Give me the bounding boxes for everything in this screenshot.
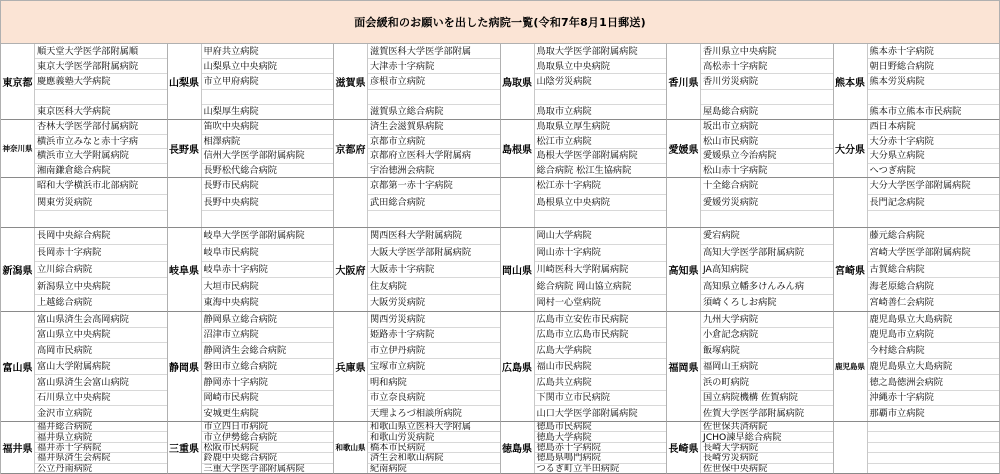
hospital-cell[interactable]: 長崎大学病院: [701, 443, 833, 453]
hospital-cell[interactable]: 国立病院機構 佐賀病院: [701, 391, 833, 407]
prefecture-label: [501, 178, 535, 227]
hospital-cell[interactable]: 松山赤十字病院: [703, 164, 768, 176]
prefecture-block: [834, 178, 1000, 228]
hospital-list: [868, 312, 1000, 421]
prefecture-label: 兵庫県: [334, 312, 368, 421]
hospital-list: [535, 422, 667, 473]
hospital-cell[interactable]: 屋島総合病院: [703, 106, 759, 118]
hospital-cell[interactable]: 愛媛労災病院: [701, 195, 833, 212]
hospital-cell[interactable]: [868, 464, 1000, 473]
prefecture-block: [334, 422, 501, 474]
hospital-cell[interactable]: 京都市立病院: [368, 135, 500, 150]
hospital-cell[interactable]: 済生会滋賀県病院: [368, 120, 500, 135]
prefecture-label: 滋賀県: [334, 44, 368, 119]
hospital-cell[interactable]: 徳島大学病院: [535, 432, 667, 442]
prefecture-block: [834, 312, 1000, 422]
prefecture-block: [667, 228, 834, 312]
hospital-cell[interactable]: 須崎くろしお病院: [703, 297, 777, 309]
hospital-cell[interactable]: [202, 211, 334, 227]
prefecture-label: 和歌山県: [334, 422, 368, 473]
hospital-cell[interactable]: 鹿児島県立大島病院: [868, 359, 1000, 375]
hospital-cell[interactable]: 岡崎市民病院: [202, 391, 334, 407]
hospital-list: [202, 228, 334, 311]
hospital-list: [35, 120, 167, 177]
hospital-cell[interactable]: 高岡市民病院: [35, 343, 167, 359]
prefecture-block: [501, 178, 668, 228]
hospital-cell[interactable]: 佐世保中央病院: [703, 463, 768, 474]
prefecture-label: 熊本県: [834, 44, 868, 119]
hospital-cell[interactable]: 滋賀県立総合病院: [370, 106, 444, 118]
prefecture-block: [1, 228, 168, 312]
hospital-cell[interactable]: 香川労災病院: [701, 74, 833, 89]
hospital-cell[interactable]: 金沢市立病院: [37, 408, 93, 420]
hospital-cell[interactable]: 広島市立安佐市民病院: [535, 312, 667, 328]
hospital-cell[interactable]: 済生会和歌山病院: [368, 453, 500, 463]
hospital-cell[interactable]: 鳥取市立病院: [536, 106, 592, 118]
prefecture-label: 静岡県: [168, 312, 202, 421]
hospital-cell[interactable]: 大分県立病院: [868, 149, 1000, 164]
prefecture-label: 鹿児島県: [834, 312, 868, 421]
hospital-cell[interactable]: 愛媛県立今治病院: [701, 149, 833, 164]
hospital-cell[interactable]: 浜の町病院: [701, 375, 833, 391]
hospital-cell[interactable]: 静岡済生会総合病院: [202, 343, 334, 359]
prefecture-label: 大阪府: [334, 228, 368, 311]
prefecture-block: [334, 228, 501, 312]
hospital-list: [35, 228, 167, 311]
prefecture-block: [168, 120, 335, 178]
hospital-cell[interactable]: 西日本病院: [868, 120, 1000, 135]
hospital-cell[interactable]: 福山市民病院: [535, 359, 667, 375]
hospital-list: [368, 312, 500, 421]
prefecture-block: [501, 44, 668, 120]
prefecture-label: 福岡県: [667, 312, 701, 421]
hospital-cell[interactable]: JCHO諫早総合病院: [701, 432, 833, 442]
hospital-cell[interactable]: 鳥取県立中央病院: [535, 59, 667, 74]
hospital-cell[interactable]: 下関市立市民病院: [535, 391, 667, 407]
hospital-cell[interactable]: 松阪市民病院: [202, 443, 334, 453]
hospital-cell[interactable]: 藤元総合病院: [868, 228, 1000, 245]
hospital-cell[interactable]: 上越総合病院: [37, 297, 93, 309]
hospital-cell[interactable]: 岡村一心堂病院: [536, 297, 601, 309]
hospital-cell[interactable]: 笛吹中央病院: [202, 120, 334, 135]
hospital-cell[interactable]: 彦根市立病院: [368, 74, 500, 89]
prefecture-label: 三重県: [168, 422, 202, 473]
hospital-cell[interactable]: 長門記念病院: [868, 195, 1000, 212]
prefecture-label: [667, 178, 701, 227]
hospital-cell[interactable]: [535, 211, 667, 227]
hospital-cell[interactable]: 石川県立中央病院: [35, 391, 167, 407]
hospital-cell[interactable]: 大分大学医学部附属病院: [868, 178, 1000, 195]
hospital-list: [868, 228, 1000, 311]
prefecture-block: [501, 422, 668, 474]
hospital-cell[interactable]: 横浜市立大学附属病院: [35, 149, 167, 164]
hospital-cell[interactable]: 佐賀大学医学部附属病院: [703, 408, 805, 420]
hospital-cell[interactable]: 安城更生病院: [203, 408, 259, 420]
prefecture-label: 香川県: [667, 44, 701, 119]
hospital-list: [701, 44, 833, 119]
hospital-cell[interactable]: 大阪大学医学部附属病院: [368, 245, 500, 262]
hospital-cell[interactable]: [868, 90, 1000, 105]
hospital-cell[interactable]: 和歌山県立医科大学附属: [368, 422, 500, 432]
prefecture-block: [1, 120, 168, 178]
hospital-cell[interactable]: 高松赤十字病院: [701, 59, 833, 74]
hospital-cell[interactable]: 島根県立中央病院: [535, 195, 667, 212]
hospital-cell[interactable]: 市立四日市病院: [202, 422, 334, 432]
prefecture-label: [334, 178, 368, 227]
hospital-cell[interactable]: 総合病院 岡山協立病院: [535, 278, 667, 295]
hospital-cell[interactable]: 佐世保共済病院: [701, 422, 833, 432]
prefecture-block: [334, 120, 501, 178]
hospital-cell[interactable]: へつぎ病院: [869, 164, 916, 176]
hospital-cell[interactable]: 富山県済生会富山病院: [35, 375, 167, 391]
hospital-cell[interactable]: 小倉記念病院: [701, 328, 833, 344]
hospital-cell[interactable]: 東海中央病院: [203, 297, 259, 309]
hospital-cell[interactable]: 長野市民病院: [202, 178, 334, 195]
hospital-cell[interactable]: 明和病院: [368, 375, 500, 391]
hospital-cell[interactable]: [701, 211, 833, 227]
hospital-list: [202, 44, 334, 119]
prefecture-block: [334, 312, 501, 422]
hospital-cell[interactable]: 鳥取県立厚生病院: [535, 120, 667, 135]
hospital-list: [202, 120, 334, 177]
hospital-cell[interactable]: 高知大学医学部附属病院: [701, 245, 833, 262]
hospital-list: [701, 228, 833, 311]
hospital-cell[interactable]: 新潟県立中央病院: [35, 278, 167, 295]
hospital-cell[interactable]: 熊本労災病院: [868, 74, 1000, 89]
hospital-list: [535, 44, 667, 119]
prefecture-label: 京都府: [334, 120, 368, 177]
hospital-list: [368, 44, 500, 119]
hospital-cell[interactable]: 杏林大学医学部付属病院: [35, 120, 167, 135]
hospital-cell[interactable]: [35, 211, 167, 227]
hospital-cell[interactable]: 相澤病院: [202, 135, 334, 150]
hospital-cell[interactable]: 宮崎善仁会病院: [869, 297, 934, 309]
prefecture-block: [501, 228, 668, 312]
hospital-cell[interactable]: 大分赤十字病院: [868, 135, 1000, 150]
hospital-cell[interactable]: 慶應義塾大学病院: [35, 74, 167, 89]
hospital-cell[interactable]: 九州大学病院: [701, 312, 833, 328]
hospital-cell[interactable]: 熊本赤十字病院: [868, 44, 1000, 59]
hospital-cell[interactable]: 長崎労災病院: [701, 453, 833, 463]
hospital-cell[interactable]: 公立丹南病院: [37, 463, 93, 474]
hospital-cell[interactable]: 静岡県立総合病院: [202, 312, 334, 328]
hospital-cell[interactable]: 富山大学附属病院: [35, 359, 167, 375]
hospital-cell[interactable]: 橋本市民病院: [368, 443, 500, 453]
hospital-cell[interactable]: 富山県済生会高岡病院: [35, 312, 167, 328]
hospital-cell[interactable]: 山口大学医学部附属病院: [536, 408, 638, 420]
prefecture-label: 高知県: [667, 228, 701, 311]
hospital-cell[interactable]: [535, 90, 667, 105]
hospital-cell[interactable]: 高知県立幡多けんみん病: [701, 278, 833, 295]
hospital-cell[interactable]: 姫路赤十字病院: [368, 328, 500, 344]
hospital-cell[interactable]: 磐田市立総合病院: [202, 359, 334, 375]
prefecture-label: 広島県: [501, 312, 535, 421]
hospital-cell[interactable]: 那覇市立病院: [869, 408, 925, 420]
hospital-cell[interactable]: 愛宕病院: [701, 228, 833, 245]
hospital-cell[interactable]: 大阪赤十字病院: [368, 262, 500, 279]
prefecture-block: [168, 312, 335, 422]
prefecture-label: 新潟県: [1, 228, 35, 311]
hospital-cell[interactable]: 紀南病院: [370, 463, 407, 474]
prefecture-block: [834, 422, 1000, 474]
prefecture-label: 大分県: [834, 120, 868, 177]
hospital-cell[interactable]: 大津赤十字病院: [368, 59, 500, 74]
prefecture-block: [501, 120, 668, 178]
hospital-list: [535, 178, 667, 227]
hospital-cell[interactable]: 関西医科大学附属病院: [368, 228, 500, 245]
hospital-cell[interactable]: 松江赤十字病院: [535, 178, 667, 195]
prefecture-label: 山梨県: [168, 44, 202, 119]
hospital-cell[interactable]: 総合病院 松江生協病院: [536, 164, 632, 176]
hospital-cell[interactable]: 十全総合病院: [701, 178, 833, 195]
hospital-cell[interactable]: 関西労災病院: [368, 312, 500, 328]
hospital-cell[interactable]: 市立伊勢総合病院: [202, 432, 334, 442]
prefecture-label: [168, 178, 202, 227]
hospital-list: [701, 312, 833, 421]
hospital-list: [35, 178, 167, 227]
prefecture-block: [334, 44, 501, 120]
hospital-cell[interactable]: 長野松代総合病院: [203, 164, 277, 176]
hospital-cell[interactable]: 鈴鹿中央総合病院: [202, 453, 334, 463]
hospital-cell[interactable]: [202, 90, 334, 105]
hospital-cell[interactable]: 天理よろづ相談所病院: [370, 408, 462, 420]
prefecture-label: 長野県: [168, 120, 202, 177]
hospital-cell[interactable]: 松江市立病院: [535, 135, 667, 150]
hospital-cell[interactable]: 東京大学医学部附属病院: [35, 59, 167, 74]
prefecture-block: [1, 422, 168, 474]
prefecture-block: [334, 178, 501, 228]
hospital-cell[interactable]: 広島共立病院: [535, 375, 667, 391]
hospital-list: [535, 120, 667, 177]
hospital-cell[interactable]: 徳島赤十字病院: [535, 443, 667, 453]
prefecture-label: 富山県: [1, 312, 35, 421]
hospital-cell[interactable]: [868, 443, 1000, 453]
hospital-list: [701, 422, 833, 473]
hospital-cell[interactable]: 市立奈良病院: [368, 391, 500, 407]
hospital-cell[interactable]: 鳥取大学医学部附属病院: [535, 44, 667, 59]
prefecture-block: [834, 44, 1000, 120]
hospital-cell[interactable]: 横浜市立みなと赤十字病: [35, 135, 167, 150]
hospital-list: [368, 228, 500, 311]
hospital-cell[interactable]: 広島市立広島市民病院: [535, 328, 667, 344]
hospital-grid: [0, 44, 1000, 474]
hospital-cell[interactable]: 坂出市立病院: [701, 120, 833, 135]
hospital-cell[interactable]: 富山県立中央病院: [35, 328, 167, 344]
sheet-title: 面会緩和のお願いを出した病院一覧(令和7年8月1日郵送): [0, 0, 1000, 44]
hospital-cell[interactable]: 熊本市立熊本市民病院: [869, 106, 962, 118]
hospital-cell[interactable]: 岡山赤十字病院: [535, 245, 667, 262]
prefecture-label: 神奈川県: [1, 120, 35, 177]
hospital-cell[interactable]: 大垣市民病院: [202, 278, 334, 295]
hospital-cell[interactable]: 市立甲府病院: [202, 74, 334, 89]
hospital-list: [35, 312, 167, 421]
prefecture-label: 長崎県: [667, 422, 701, 473]
hospital-cell[interactable]: 長岡中央綜合病院: [35, 228, 167, 245]
prefecture-block: [168, 178, 335, 228]
hospital-list: [368, 422, 500, 473]
hospital-cell[interactable]: 福井県済生会病院: [35, 453, 167, 463]
hospital-cell[interactable]: 岐阜赤十字病院: [202, 262, 334, 279]
hospital-cell[interactable]: 順天堂大学医学部附属順: [35, 44, 167, 59]
hospital-cell[interactable]: 山陰労災病院: [535, 74, 667, 89]
hospital-cell[interactable]: 京都府立医科大学附属病: [368, 149, 500, 164]
prefecture-block: [168, 228, 335, 312]
hospital-list: [368, 120, 500, 177]
prefecture-block: [667, 178, 834, 228]
hospital-list: [701, 178, 833, 227]
hospital-list: [368, 178, 500, 227]
hospital-cell[interactable]: 三重大学医学部附属病院: [203, 463, 305, 474]
prefecture-block: [501, 312, 668, 422]
hospital-list: [701, 120, 833, 177]
hospital-list: [868, 178, 1000, 227]
hospital-cell[interactable]: 福井県立病院: [35, 432, 167, 442]
hospital-list: [202, 312, 334, 421]
hospital-list: [35, 44, 167, 119]
hospital-cell[interactable]: 和歌山労災病院: [368, 432, 500, 442]
hospital-cell[interactable]: [368, 211, 500, 227]
hospital-cell[interactable]: 古賀総合病院: [868, 262, 1000, 279]
hospital-cell[interactable]: 大阪労災病院: [370, 297, 426, 309]
hospital-cell[interactable]: 昭和大学横浜市北部病院: [35, 178, 167, 195]
hospital-cell[interactable]: 海老原総合病院: [868, 278, 1000, 295]
hospital-cell[interactable]: 福井赤十字病院: [35, 443, 167, 453]
hospital-cell[interactable]: 島根大学医学部附属病院: [535, 149, 667, 164]
hospital-cell[interactable]: 岐阜市民病院: [202, 245, 334, 262]
hospital-cell[interactable]: [868, 432, 1000, 442]
prefecture-block: [168, 422, 335, 474]
prefecture-block: [667, 120, 834, 178]
hospital-cell[interactable]: [701, 90, 833, 105]
hospital-cell[interactable]: 川崎医科大学附属病院: [535, 262, 667, 279]
hospital-cell[interactable]: 市立伊丹病院: [368, 343, 500, 359]
prefecture-label: [1, 178, 35, 227]
hospital-list: [202, 178, 334, 227]
prefecture-block: [667, 312, 834, 422]
prefecture-label: 福井県: [1, 422, 35, 473]
hospital-cell[interactable]: 松山市民病院: [701, 135, 833, 150]
hospital-list: [535, 312, 667, 421]
hospital-cell[interactable]: 鹿児島市立病院: [868, 328, 1000, 344]
hospital-cell[interactable]: [868, 211, 1000, 227]
hospital-cell[interactable]: JA高知病院: [701, 262, 833, 279]
prefecture-label: 岡山県: [501, 228, 535, 311]
hospital-cell[interactable]: 宝塚市立病院: [368, 359, 500, 375]
hospital-cell[interactable]: つるぎ町立半田病院: [536, 463, 620, 474]
hospital-cell[interactable]: 宇治徳洲会病院: [370, 164, 435, 176]
hospital-cell[interactable]: 徳島市民病院: [535, 422, 667, 432]
hospital-cell[interactable]: 香川県立中央病院: [701, 44, 833, 59]
prefecture-label: 愛媛県: [667, 120, 701, 177]
hospital-cell[interactable]: 岐阜大学医学部附属病院: [202, 228, 334, 245]
hospital-cell[interactable]: [868, 453, 1000, 463]
hospital-cell[interactable]: 朝日野総合病院: [868, 59, 1000, 74]
prefecture-label: 徳島県: [501, 422, 535, 473]
prefecture-block: [834, 120, 1000, 178]
hospital-cell[interactable]: 宮崎大学医学部附属病院: [868, 245, 1000, 262]
hospital-list: [535, 228, 667, 311]
hospital-cell[interactable]: 京都第一赤十字病院: [368, 178, 500, 195]
hospital-cell[interactable]: 甲府共立病院: [202, 44, 334, 59]
prefecture-block: [168, 44, 335, 120]
prefecture-label: 宮崎県: [834, 228, 868, 311]
hospital-cell[interactable]: 長野中央病院: [202, 195, 334, 212]
hospital-cell[interactable]: [368, 90, 500, 105]
hospital-cell[interactable]: 福井総合病院: [35, 422, 167, 432]
hospital-cell[interactable]: 東京医科大学病院: [37, 106, 111, 118]
prefecture-label: 東京都: [1, 44, 35, 119]
hospital-list: [868, 44, 1000, 119]
hospital-list: [868, 422, 1000, 473]
prefecture-label: [834, 422, 868, 473]
hospital-cell[interactable]: 福岡山王病院: [701, 359, 833, 375]
prefecture-block: [1, 44, 168, 120]
hospital-cell[interactable]: 住友病院: [368, 278, 500, 295]
prefecture-block: [834, 228, 1000, 312]
prefecture-block: [667, 44, 834, 120]
prefecture-label: 島根県: [501, 120, 535, 177]
hospital-list: [35, 422, 167, 473]
hospital-cell[interactable]: 山梨厚生病院: [203, 106, 259, 118]
hospital-cell[interactable]: 今村総合病院: [868, 343, 1000, 359]
hospital-cell[interactable]: 鹿児島県立大島病院: [868, 312, 1000, 328]
hospital-cell[interactable]: 滋賀医科大学医学部附属: [368, 44, 500, 59]
prefecture-label: 鳥取県: [501, 44, 535, 119]
hospital-cell[interactable]: 長岡赤十字病院: [35, 245, 167, 262]
hospital-cell[interactable]: 湘南鎌倉総合病院: [37, 164, 111, 176]
prefecture-block: [667, 422, 834, 474]
hospital-list: [868, 120, 1000, 177]
hospital-cell[interactable]: 徳之島徳洲会病院: [868, 375, 1000, 391]
hospital-cell[interactable]: 静岡赤十字病院: [202, 375, 334, 391]
hospital-list: [202, 422, 334, 473]
hospital-cell[interactable]: 飯塚病院: [701, 343, 833, 359]
hospital-cell[interactable]: 関東労災病院: [35, 195, 167, 212]
prefecture-block: [1, 312, 168, 422]
hospital-cell[interactable]: 沼津市立病院: [202, 328, 334, 344]
hospital-cell[interactable]: 武田総合病院: [368, 195, 500, 212]
hospital-cell[interactable]: 徳島県鳴門病院: [535, 453, 667, 463]
prefecture-label: [834, 178, 868, 227]
prefecture-block: [1, 178, 168, 228]
hospital-cell[interactable]: 立川綜合病院: [35, 262, 167, 279]
hospital-cell[interactable]: [868, 422, 1000, 432]
prefecture-label: 岐阜県: [168, 228, 202, 311]
hospital-cell[interactable]: 岡山大学病院: [535, 228, 667, 245]
hospital-cell[interactable]: 広島大学病院: [535, 343, 667, 359]
hospital-cell[interactable]: 沖縄赤十字病院: [868, 391, 1000, 407]
hospital-cell[interactable]: 山梨県立中央病院: [202, 59, 334, 74]
hospital-cell[interactable]: 信州大学医学部附属病院: [202, 149, 334, 164]
hospital-cell[interactable]: [35, 90, 167, 105]
